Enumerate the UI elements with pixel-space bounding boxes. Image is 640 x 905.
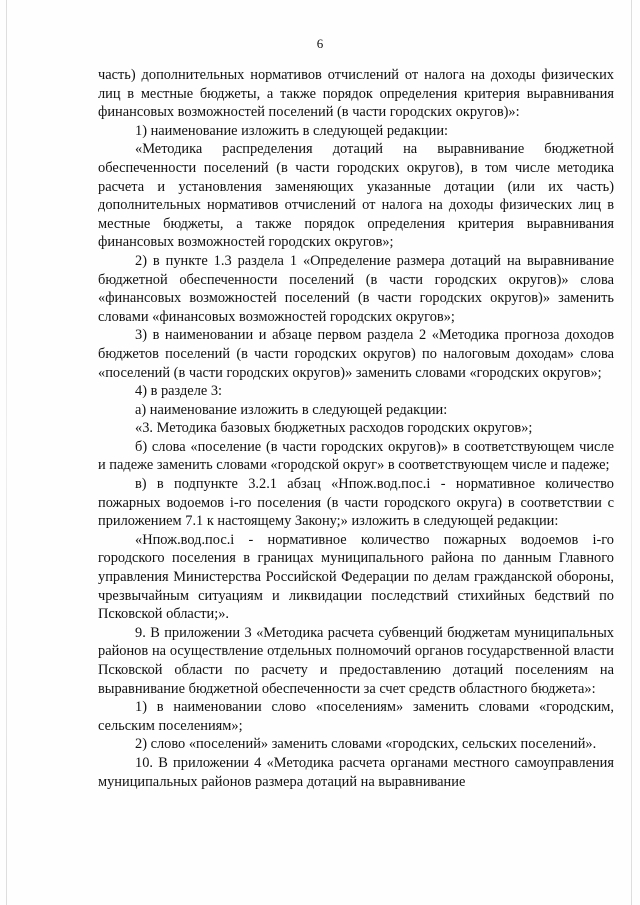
paragraph: а) наименование изложить в следующей редакции:: [135, 401, 448, 418]
paragraph: часть) дополнительных нормативов отчислений от налога на доходы физических лиц в местные бюджеты, а также порядок определения критерия выравнивания финансовых возможностей поселений (в части городских округов)»:: [98, 67, 614, 121]
paragraph: 9. В приложении 3 «Методика расчета субвенций бюджетам муниципальных районов на осуществление отдельных полномочий органов государственной власти Псковской области по расчету и предоставлению дотаций поселениям на выравнивание бюджетной обеспеченности за счет средств областного бюджета»:: [98, 624, 614, 697]
document-body: [98, 66, 614, 791]
paragraph: «Методика распределения дотаций на выравнивание бюджетной обеспеченности поселений (в части городских округов), в том числе методика расчета и установления заменяющих указанные дотации (или их часть) дополнительных нормативов отчислений от налога на доходы физических лиц в местные бюджеты, а также порядок определения критерия выравнивания финансовых возможностей городских округов»;: [98, 141, 614, 251]
paragraph: 3) в наименовании и абзаце первом раздела 2 «Методика прогноза доходов бюджетов поселений (в части городских округов) по налоговым доходам» слова «поселений (в части городских округов)» заменить словами «городских округов»;: [98, 327, 614, 381]
scan-edge-right: [631, 0, 632, 905]
paragraph: 4) в разделе 3:: [135, 383, 223, 400]
paragraph: «Нпож.вод.пос.i - нормативное количество пожарных водоемов i-го городского поселения в границах муниципального района по данным Главного управления Министерства Российской Федерации по делам гражданской обороны, чрезвычайным ситуациям и ликвидации последствий стихийных бедствий по Псковской области;».: [98, 531, 614, 623]
paragraph: «3. Методика базовых бюджетных расходов городских округов»;: [135, 420, 533, 437]
page-number: 6: [316, 36, 324, 51]
scan-edge-left: [6, 0, 7, 905]
paragraph: 2) в пункте 1.3 раздела 1 «Определение размера дотаций на выравнивание бюджетной обеспеченности поселений (в части городских округов)» слова «финансовых возможностей поселений (в части городских округов)» заменить словами «финансовых возможностей городских округов»;: [98, 252, 614, 325]
paragraph: б) слова «поселение (в части городских округов)» в соответствующем числе и падеже заменить словами «городской округ» в соответствующем числе и падеже;: [98, 438, 614, 474]
paragraph: 1) наименование изложить в следующей редакции:: [135, 122, 449, 139]
paragraph: 2) слово «поселений» заменить словами «городских, сельских поселений».: [135, 736, 597, 753]
paragraph: 1) в наименовании слово «поселениям» заменить словами «городским, сельским поселениям»;: [98, 699, 614, 734]
paragraph: в) в подпункте 3.2.1 абзац «Нпож.вод.пос.i - нормативное количество пожарных водоемов i-го поселения (в части городского округа) в соответствии с приложением 7.1 к настоящему Закону;» изложить в следующей редакции:: [98, 476, 614, 530]
paragraph: 10. В приложении 4 «Методика расчета органами местного самоуправления муниципальных районов размера дотаций на выравнивание: [98, 754, 614, 790]
